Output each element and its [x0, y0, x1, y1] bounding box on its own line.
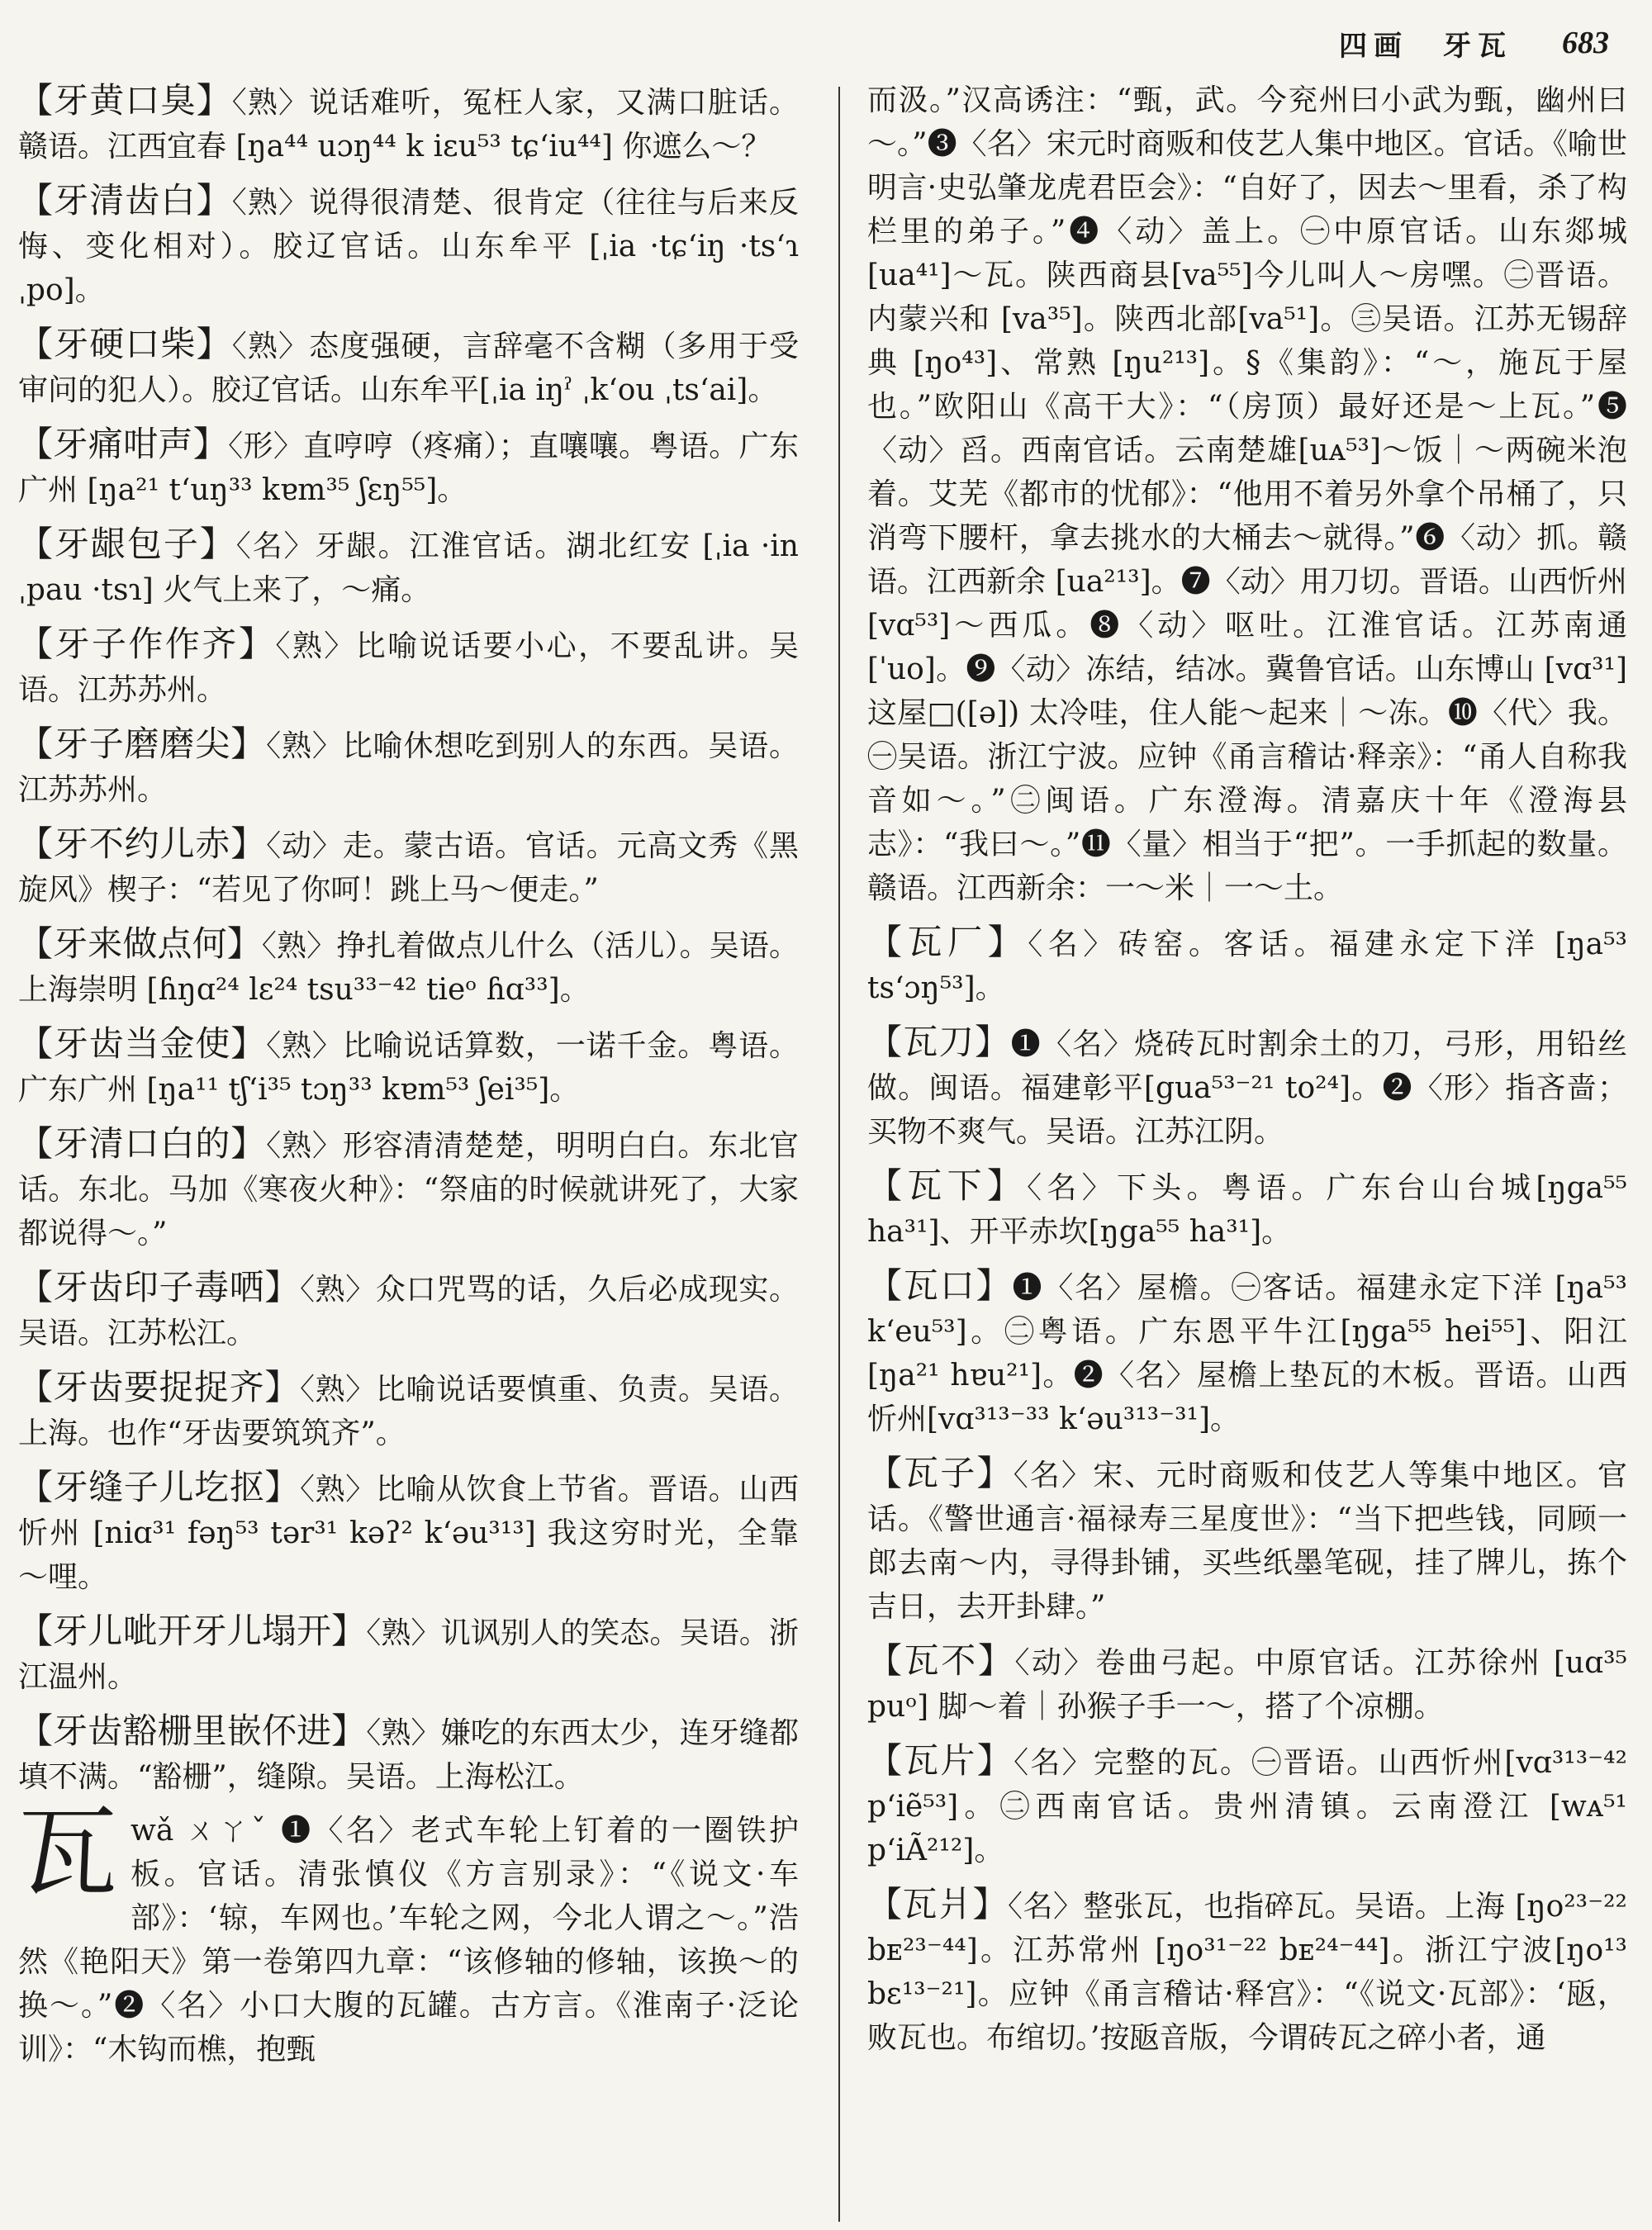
entry-definition: 〈熟〉比喻从饮食上节省。晋语。山西忻州 [niɑ³¹ fəŋ⁵³ tər³¹ kəʔ² kʻəu³¹³] 我这穷时光，全靠～哩。: [18, 1473, 799, 1594]
entry-definition: 〈熟〉说话难听，冤枉人家，又满口脏话。赣语。江西宜春 [ŋa⁴⁴ uɔŋ⁴⁴ k iɛu⁵³ tɕʻiu⁴⁴] 你遮么～？: [18, 86, 799, 164]
left-column: [18, 78, 799, 2081]
entry-definition: 〈熟〉比喻说话要小心，不要乱讲。吴语。江苏苏州。: [18, 629, 799, 707]
dictionary-entry: [18, 1609, 799, 1699]
entry-definition: 〈名〉下头。粤语。广东台山台城[ŋga⁵⁵ ha³¹]、开平赤坎[ŋga⁵⁵ ha³¹]。: [867, 1171, 1627, 1249]
entry-definition: 〈熟〉说得很清楚、很肯定（往往与后来反悔、变化相对）。胶辽官话。山东牟平 [ˌia ·tɕʻiŋ ·tsʻɿ ˌpo]。: [18, 186, 799, 307]
column-divider: [838, 87, 840, 2222]
entry-headword: 【牙儿呲开牙儿塌开】: [18, 1611, 367, 1651]
entry-definition: ❶〈名〉老式车轮上钉着的一圈铁护板。官话。清张慎仪《方言别录》：“《说文·车部》：‘辌，车网也。’车轮之网，今北人谓之～。”浩然《艳阳天》第一卷第四九章：“该修轴的修轴，该换～的换～。”❷〈名〉小口大腹的瓦罐。古方言。《淮南子·泛论训》：“木钩而樵，抱甄: [18, 1814, 799, 2066]
dictionary-entry: [18, 522, 799, 612]
dictionary-entry: [18, 622, 799, 712]
entry-headword: 【牙缝子儿圪抠】: [18, 1467, 300, 1507]
entry-definition: 〈名〉整张瓦，也指碎瓦。吴语。上海 [ŋo²³⁻²² bᴇ²³⁻⁴⁴]。江苏常州 [ŋo³¹⁻²² bᴇ²⁴⁻⁴⁴]。浙江宁波[ŋo¹³ bɛ¹³⁻²¹]。应钟《甬言稽诂·释宫》：“《说文·瓦部》：‘瓪，败瓦也。布绾切。’按瓪音版，今谓砖瓦之碎小者，通: [867, 1890, 1627, 2055]
entry-headword: 【牙齿要捉捉齐】: [18, 1367, 300, 1407]
entry-headword: 【牙齿印子毒哂】: [18, 1267, 300, 1307]
right-column: [867, 78, 1627, 2070]
entry-headword: 【瓦刀】: [867, 1022, 1011, 1062]
entry-continuation: 而汲。”汉高诱注：“甄，武。今兖州曰小武为甄，幽州曰～。”❸〈名〉宋元时商贩和伎艺人集中地区。官话。《喻世明言·史弘肇龙虎君臣会》：“自好了，因去～里看，杀了构栏里的弟子。”❹〈动〉盖上。㊀中原官话。山东郯城[ua⁴¹]～瓦。陕西商县[va⁵⁵]今儿叫人～房嘿。㊁晋语。内蒙兴和 [va³⁵]。陕西北部[va⁵¹]。㊂吴语。江苏无锡辞典 [ŋo⁴³]、常熟 [ŋu²¹³]。§《集韵》：“～，施瓦于屋也。”欧阳山《高干大》：“（房顶）最好还是～上瓦。”❺〈动〉舀。西南官话。云南楚雄[uᴀ⁵³]～饭｜～两碗米泡着。艾芜《都市的忧郁》：“他用不着另外拿个吊桶了，只消弯下腰杆，拿去挑水的大桶去～就得。”❻〈动〉抓。赣语。江西新余 [ua²¹³]。❼〈动〉用刀切。晋语。山西忻州 [vɑ⁵³]～西瓜。❽〈动〉呕吐。江淮官话。江苏南通[ˈuo]。❾〈动〉冻结，结冰。冀鲁官话。山东博山 [vɑ³¹] 这屋□([ə]) 太冷哇，住人能～起来｜～冻。❿〈代〉我。㊀吴语。浙江宁波。应钟《甬言稽诂·释亲》：“甬人自称我音如～。”㊁闽语。广东澄海。清嘉庆十年《澄海县志》：“我曰～。”⓫〈量〉相当于“把”。一手抓起的数量。赣语。江西新余：一～米｜一～土。: [867, 83, 1627, 905]
dictionary-entry: [18, 1122, 799, 1255]
entry-headword: 【牙齿当金使】: [18, 1023, 267, 1064]
entry-pronunciation: wǎ ㄨㄚˇ: [131, 1814, 282, 1848]
entry-headword: 【瓦片】: [867, 1740, 1014, 1781]
entry-headword: 【瓦子】: [867, 1453, 1014, 1493]
entry-headword: 【瓦厂】: [867, 922, 1028, 962]
dictionary-entry: [18, 322, 799, 412]
entry-definition: 〈熟〉比喻休想吃到别人的东西。吴语。江苏苏州。: [18, 729, 799, 807]
character-entry: [18, 1796, 799, 2071]
entry-definition: 〈动〉走。蒙古语。官话。元高文秀《黑旋风》楔子：“若见了你呵！跳上马～便走。”: [18, 829, 799, 907]
entry-definition: 〈熟〉嫌吃的东西太少，连牙缝都填不满。“豁栅”，缝隙。吴语。上海松江。: [18, 1716, 799, 1794]
entry-headword: 【牙黄口臭】: [18, 80, 232, 121]
entry-definition: 〈名〉宋、元时商贩和伎艺人等集中地区。官话。《警世通言·福禄寿三星度世》：“当下把些钱，同顾一郎去南～内，寻得卦铺，买些纸墨笔砚，挂了牌儿，拣个吉日，去开卦肆。”: [867, 1459, 1627, 1624]
entry-headword: 【牙硬口柴】: [18, 324, 232, 364]
entry-definition: 〈熟〉众口咒骂的话，久后必成现实。吴语。江苏松江。: [18, 1273, 799, 1350]
entry-definition: ❶〈名〉烧砖瓦时割余土的刀，弓形，用铅丝做。闽语。福建彰平[gua⁵³⁻²¹ to²⁴]。❷〈形〉指吝啬；买物不爽气。吴语。江苏江阴。: [867, 1027, 1627, 1149]
running-title: 四画 牙瓦: [1339, 29, 1512, 63]
entry-headword: 【瓦爿】: [867, 1884, 1008, 1924]
entry-definition: ❶〈名〉屋檐。㊀客话。福建永定下洋 [ŋa⁵³ kʻeu⁵³]。㊁粤语。广东恩平牛江[ŋga⁵⁵ hei⁵⁵]、阳江 [ŋa²¹ hɐu²¹]。❷〈名〉屋檐上垫瓦的木板。晋语。山西忻州[vɑ³¹³⁻³³ kʻəu³¹³⁻³¹]。: [867, 1271, 1627, 1436]
dictionary-entry: [867, 1020, 1627, 1154]
dictionary-entry: [18, 1022, 799, 1112]
entry-definition: 〈熟〉比喻说话算数，一诺千金。粤语。广东广州 [ŋa¹¹ tʃʻi³⁵ tɔŋ³³ kɐm⁵³ ʃei³⁵]。: [18, 1029, 799, 1107]
entry-definition: 〈名〉砖窑。客话。福建永定下洋 [ŋa⁵³ tsʻɔŋ⁵³]。: [867, 928, 1627, 1005]
entry-headword: 【牙子磨磨尖】: [18, 724, 267, 764]
dictionary-entry: [18, 722, 799, 812]
dictionary-entry: [18, 822, 799, 912]
page-header: [1339, 18, 1609, 68]
entry-headword: 【牙齿豁栅里嵌伓进】: [18, 1710, 367, 1751]
dictionary-entry: [867, 1739, 1627, 1872]
dictionary-entry: [867, 1164, 1627, 1254]
entry-definition: 〈熟〉态度强硬，言辞毫不含糊（多用于受审问的犯人）。胶辽官话。山东牟平[ˌia iŋˀ ˌkʻou ˌtsʻai]。: [18, 330, 799, 407]
dictionary-entry: [18, 922, 799, 1012]
entry-headword: 【牙清齿白】: [18, 180, 232, 221]
entry-definition: 〈熟〉挣扎着做点儿什么（活儿）。吴语。上海崇明 [ɦŋɑ²⁴ lɛ²⁴ tsu³³⁻⁴² tieᵒ ɦɑ³³]。: [18, 929, 799, 1007]
entry-headword: 【牙清口白的】: [18, 1123, 267, 1164]
dictionary-entry: [18, 1265, 799, 1355]
dictionary-entry: [18, 178, 799, 312]
entry-headword: 【牙痛咁声】: [18, 424, 229, 464]
entry-headword: 【瓦不】: [867, 1640, 1015, 1681]
dictionary-entry: [18, 1365, 799, 1455]
entry-headword: 【瓦下】: [867, 1165, 1028, 1206]
entry-definition: 〈形〉直哼哼（疼痛）；直嚷嚷。粤语。广东广州 [ŋa²¹ tʻuŋ³³ kɐm³⁵ ʃɛŋ⁵⁵]。: [18, 429, 799, 507]
dictionary-entry: [867, 1451, 1627, 1629]
dictionary-entry: [18, 1709, 799, 1799]
dictionary-entry: [867, 1264, 1627, 1441]
entry-definition: 〈名〉完整的瓦。㊀晋语。山西忻州[vɑ³¹³⁻⁴² pʻiẽ⁵³]。㊁西南官话。贵州清镇。云南澄江 [wᴀ⁵¹ pʻiÃ²¹²]。: [867, 1746, 1627, 1867]
dictionary-entry: [867, 920, 1627, 1010]
entry-definition: 〈名〉牙龈。江淮官话。湖北红安 [ˌia ·in ˌpau ·tsɿ] 火气上来了，～痛。: [18, 529, 799, 607]
entry-headword: 【牙不约儿赤】: [18, 823, 267, 864]
entry-definition: 〈熟〉比喻说话要慎重、负责。吴语。上海。也作“牙齿要筑筑齐”。: [18, 1373, 799, 1450]
entry-character: 瓦: [18, 1796, 117, 1911]
entry-headword: 【瓦口】: [867, 1265, 1013, 1306]
entry-headword: 【牙子作作齐】: [18, 624, 276, 664]
dictionary-entry: [867, 1882, 1627, 2060]
dictionary-entry: [18, 1465, 799, 1599]
entry-headword: 【牙龈包子】: [18, 524, 236, 564]
dictionary-entry: [867, 1639, 1627, 1729]
entry-headword: 【牙来做点何】: [18, 923, 262, 964]
entry-definition: 〈动〉卷曲弓起。中原官话。江苏徐州 [uɑ³⁵ puᵒ] 脚～着｜孙猴子手一～，搭了个凉棚。: [867, 1646, 1627, 1724]
entry-definition: 〈熟〉讥讽别人的笑态。吴语。浙江温州。: [18, 1616, 799, 1694]
page-number: 683: [1562, 26, 1609, 60]
dictionary-entry: [18, 78, 799, 168]
dictionary-entry: [18, 422, 799, 512]
entry-definition: 〈熟〉形容清清楚楚，明明白白。东北官话。东北。马加《寒夜火种》：“祭庙的时候就讲死了，大家都说得～。”: [18, 1129, 799, 1250]
